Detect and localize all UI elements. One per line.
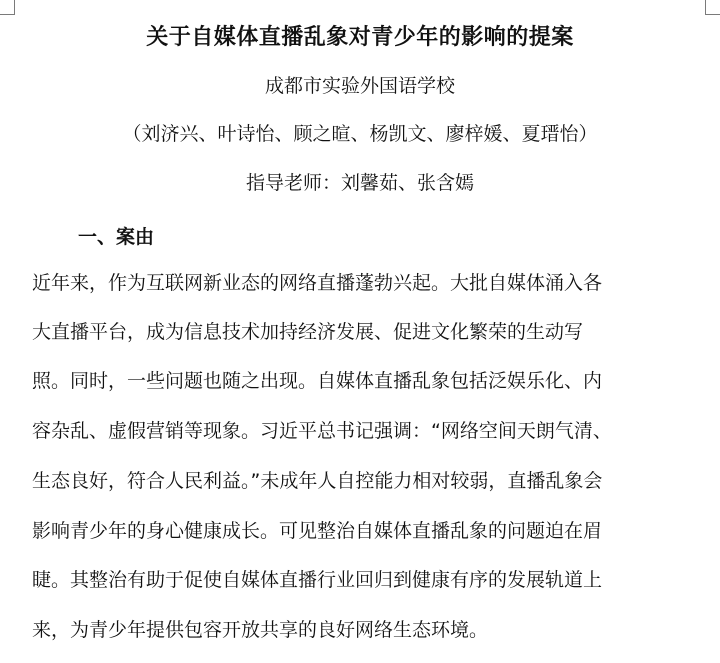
- school-name: 成都市实验外国语学校: [264, 75, 455, 97]
- body-line: 大直播平台，成为信息技术加持经济发展、促进文化繁荣的生动写: [32, 321, 584, 343]
- advisor-list: 指导老师：刘馨茹、张含嫣: [245, 172, 474, 194]
- document-title: 关于自媒体直播乱象对青少年的影响的提案: [146, 25, 574, 50]
- body-line: 影响青少年的身心健康成长。可见整治自媒体直播乱象的问题迫在眉: [32, 520, 603, 542]
- section-heading: 一、案由: [78, 226, 155, 248]
- body-line: 容杂乱、虚假营销等现象。习近平总书记强调：“网络空间天朗气清、: [32, 420, 612, 442]
- body-line: 睫。其整治有助于促使自媒体直播行业回归到健康有序的发展轨道上: [32, 569, 603, 591]
- body-line: 近年来，作为互联网新业态的网络直播蓬勃兴起。大批自媒体涌入各: [32, 272, 603, 294]
- body-line: 来，为青少年提供包容开放共享的良好网络生态环境。: [32, 619, 489, 641]
- author-list: （刘济兴、叶诗怡、顾之暄、杨凯文、廖梓媛、夏瑨怡）: [122, 123, 598, 145]
- page-corner-mark-top-left: [0, 0, 15, 15]
- page-corner-mark-top-right: [705, 0, 720, 15]
- body-line: 照。同时，一些问题也随之出现。自媒体直播乱象包括泛娱乐化、内: [32, 370, 603, 392]
- body-line: 生态良好，符合人民利益。”未成年人自控能力相对较弱，直播乱象会: [32, 470, 603, 492]
